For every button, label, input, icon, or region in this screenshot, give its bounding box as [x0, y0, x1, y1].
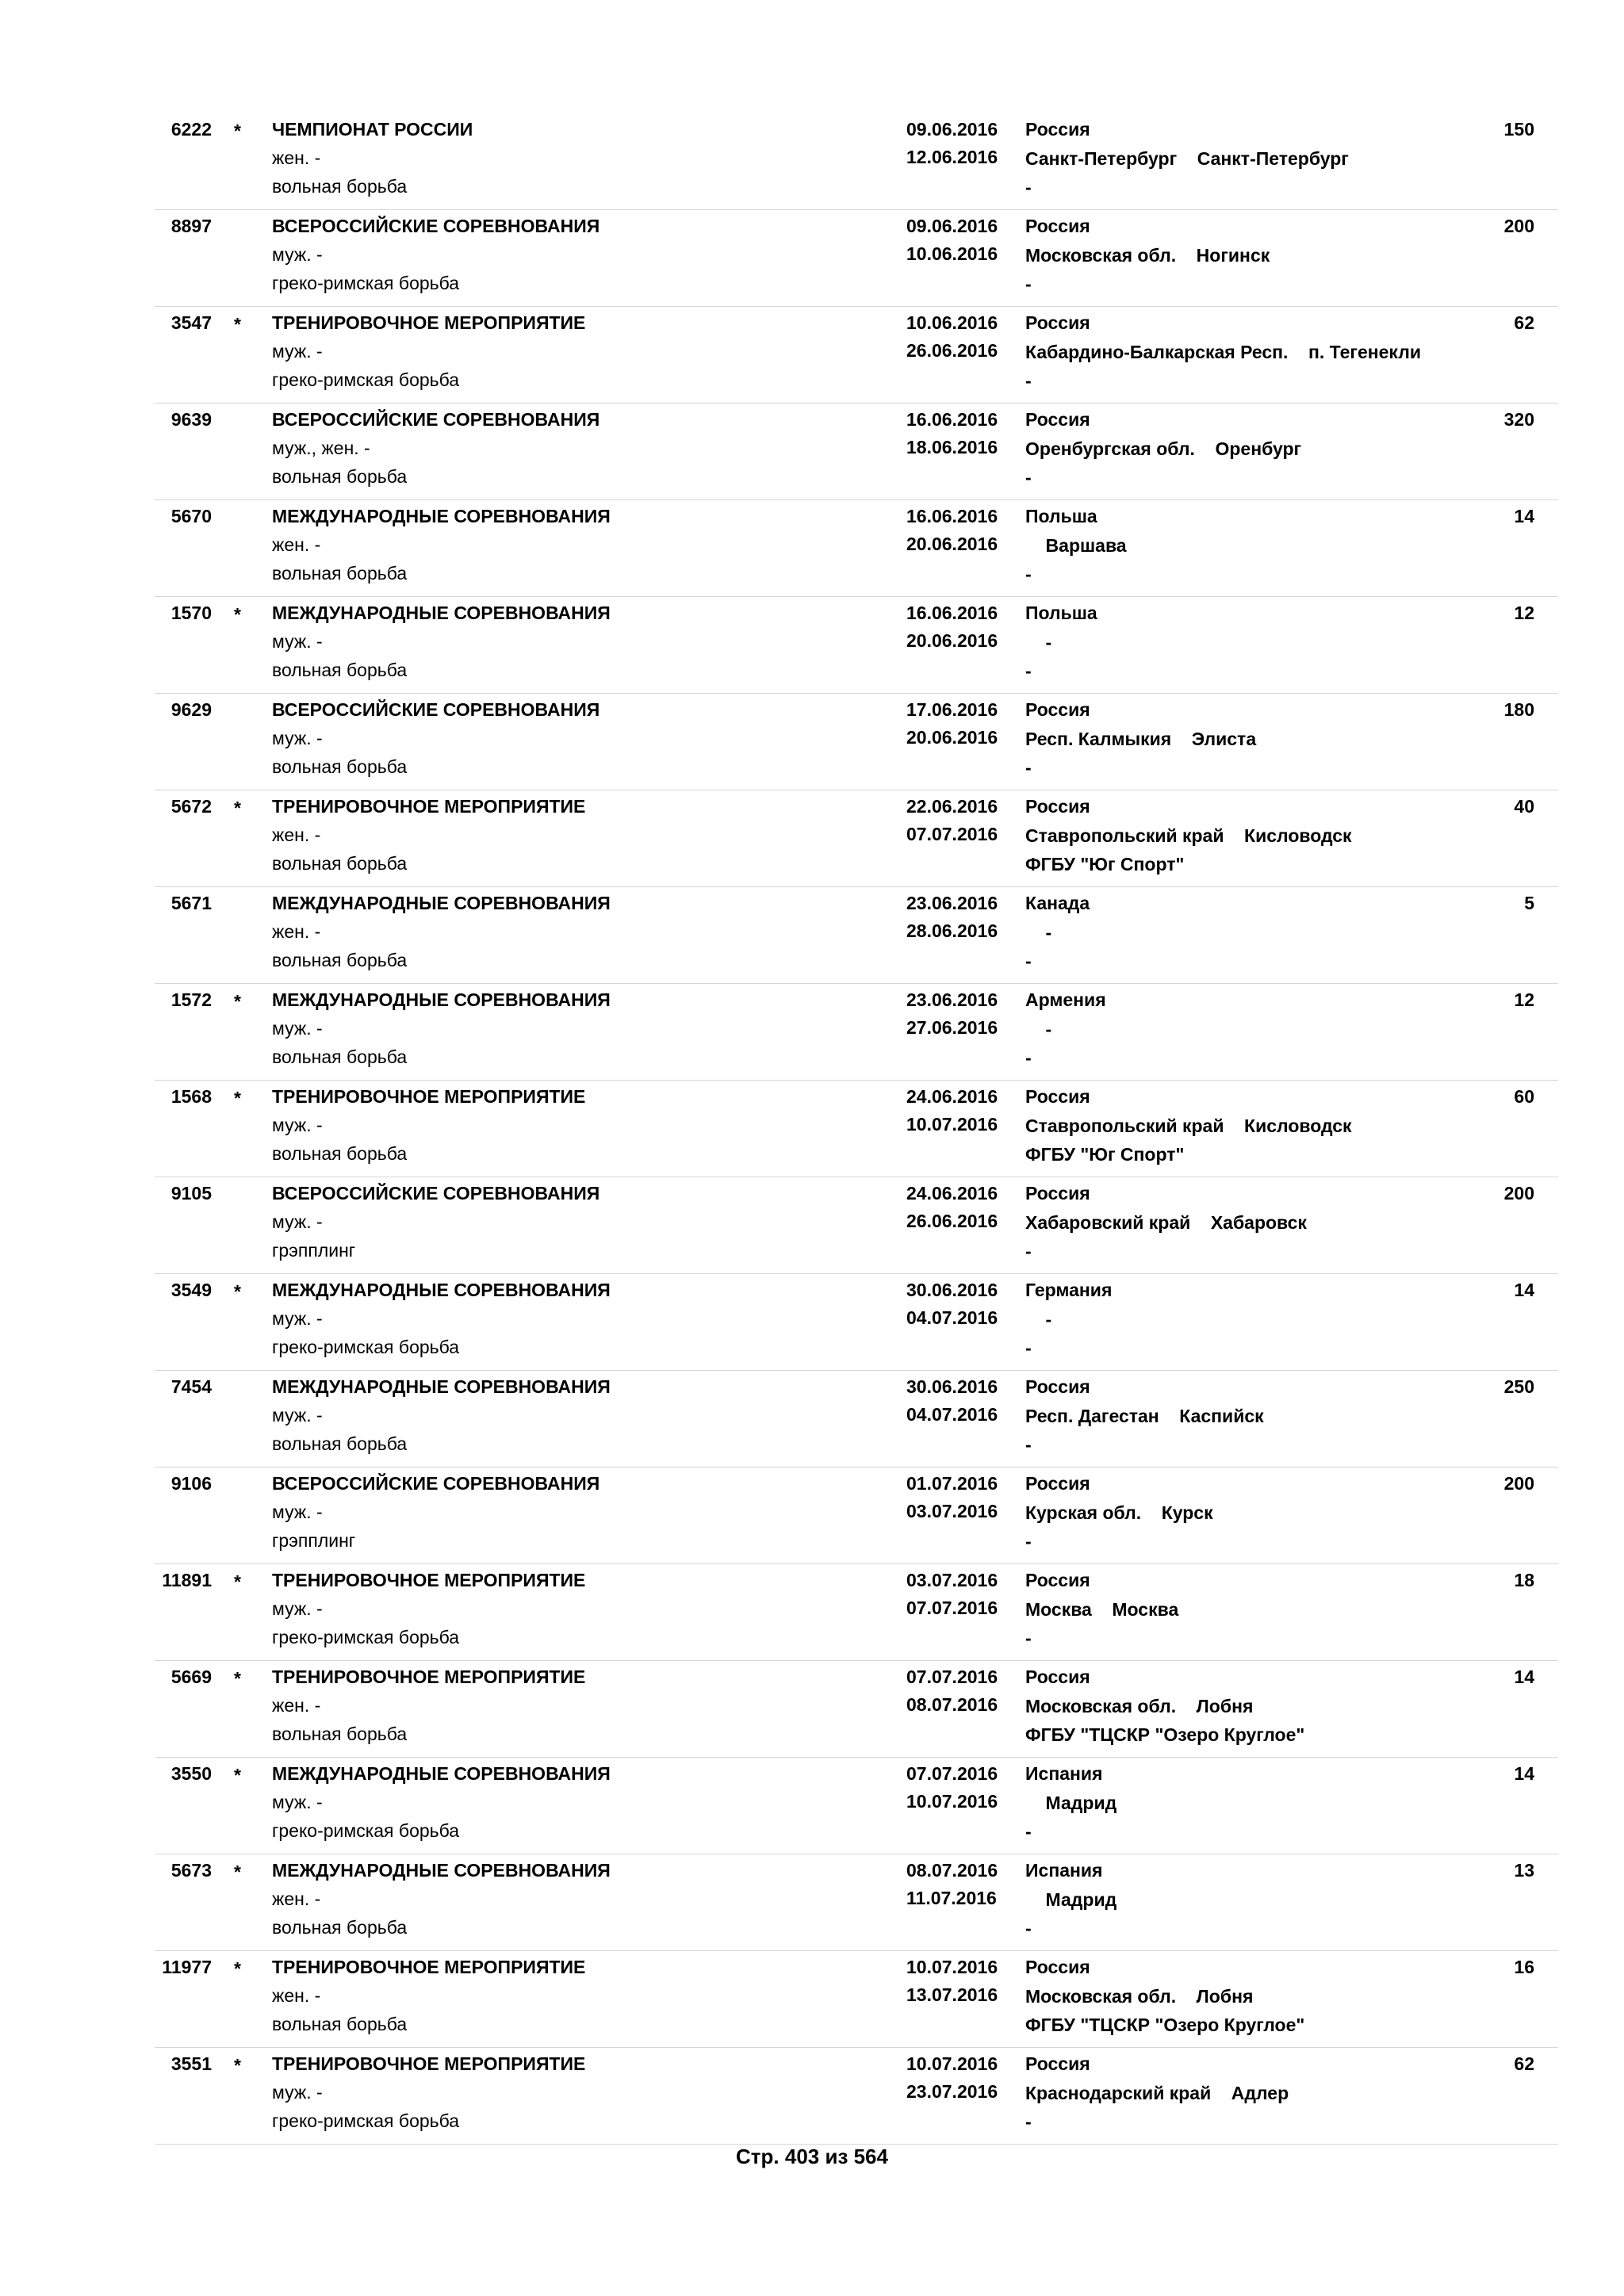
date-start: 30.06.2016 — [906, 1376, 998, 1397]
event-discipline: вольная борьба — [272, 176, 408, 197]
date-start: 23.06.2016 — [906, 893, 998, 913]
event-organization: ФГБУ "ТЦСКР "Озеро Круглое" — [1025, 1724, 1305, 1745]
participant-count: 16 — [1514, 1957, 1534, 1977]
event-discipline: вольная борьба — [272, 466, 408, 487]
event-name: ТРЕНИРОВОЧНОЕ МЕРОПРИЯТИЕ — [272, 312, 586, 333]
participant-count: 18 — [1514, 1570, 1534, 1590]
star-marker: * — [234, 1571, 241, 1592]
event-id: 3549 — [170, 1280, 212, 1300]
participant-count: 250 — [1503, 1376, 1534, 1397]
participant-count: 200 — [1503, 1473, 1534, 1494]
table-row — [155, 1854, 1558, 1951]
event-discipline: грэпплинг — [272, 1240, 356, 1261]
event-place: - — [1025, 632, 1052, 652]
event-id: 9639 — [170, 409, 212, 430]
star-marker: * — [234, 121, 241, 141]
date-end: 03.07.2016 — [906, 1501, 998, 1521]
star-marker: * — [234, 314, 241, 335]
event-id: 7454 — [170, 1376, 212, 1397]
date-end: 08.07.2016 — [906, 1694, 998, 1715]
date-start: 16.06.2016 — [906, 603, 998, 623]
event-organization: ФГБУ "ТЦСКР "Озеро Круглое" — [1025, 2015, 1305, 2035]
event-name: МЕЖДУНАРОДНЫЕ СОРЕВНОВАНИЯ — [272, 1860, 611, 1881]
date-end: 18.06.2016 — [906, 437, 998, 457]
event-discipline: греко-римская борьба — [272, 273, 460, 293]
event-place: Респ. Калмыкия Элиста — [1025, 729, 1257, 749]
date-start: 08.07.2016 — [906, 1860, 998, 1881]
event-organization: - — [1025, 1628, 1032, 1648]
event-discipline: вольная борьба — [272, 1724, 408, 1744]
event-country: Россия — [1025, 796, 1090, 817]
event-discipline: греко-римская борьба — [272, 2110, 460, 2131]
event-organization: - — [1025, 660, 1032, 681]
participant-count: 62 — [1514, 2053, 1534, 2074]
event-country: Россия — [1025, 1376, 1090, 1397]
event-name: МЕЖДУНАРОДНЫЕ СОРЕВНОВАНИЯ — [272, 989, 611, 1010]
date-start: 30.06.2016 — [906, 1280, 998, 1300]
date-end: 20.06.2016 — [906, 727, 998, 748]
participant-count: 12 — [1514, 603, 1534, 623]
participant-count: 60 — [1514, 1086, 1534, 1107]
participant-count: 14 — [1514, 1667, 1534, 1687]
date-end: 12.06.2016 — [906, 147, 998, 167]
date-start: 16.06.2016 — [906, 409, 998, 430]
event-gender: муж. - — [272, 244, 323, 265]
event-country: Россия — [1025, 409, 1090, 430]
event-place: - — [1025, 1309, 1052, 1330]
event-gender: муж. - — [272, 1115, 323, 1135]
participant-count: 150 — [1503, 119, 1534, 140]
event-name: ТРЕНИРОВОЧНОЕ МЕРОПРИЯТИЕ — [272, 1957, 586, 1977]
event-id: 6222 — [170, 119, 212, 140]
table-row — [155, 500, 1558, 597]
table-row — [155, 984, 1558, 1081]
event-place: Московская обл. Лобня — [1025, 1696, 1254, 1716]
event-place: Ставропольский край Кисловодск — [1025, 825, 1352, 846]
event-country: Россия — [1025, 1570, 1090, 1590]
participant-count: 40 — [1514, 796, 1534, 817]
participant-count: 12 — [1514, 989, 1534, 1010]
event-country: Германия — [1025, 1280, 1113, 1300]
date-start: 07.07.2016 — [906, 1763, 998, 1784]
event-place: - — [1025, 1019, 1052, 1039]
table-row — [155, 1371, 1558, 1468]
table-row — [155, 210, 1558, 307]
star-marker: * — [234, 1765, 241, 1785]
event-organization: - — [1025, 1047, 1032, 1068]
table-row — [155, 597, 1558, 694]
event-discipline: вольная борьба — [272, 1433, 408, 1454]
event-organization: - — [1025, 467, 1032, 488]
table-row — [155, 404, 1558, 500]
event-organization: - — [1025, 564, 1032, 584]
date-end: 26.06.2016 — [906, 1211, 998, 1231]
event-gender: муж. - — [272, 1792, 323, 1812]
event-place: Кабардино-Балкарская Респ. п. Тегенекли — [1025, 342, 1421, 362]
event-place: Респ. Дагестан Каспийск — [1025, 1406, 1264, 1426]
event-gender: муж. - — [272, 1502, 323, 1522]
page-number: Стр. 403 из 564 — [736, 2145, 888, 2168]
table-row — [155, 1274, 1558, 1371]
event-country: Россия — [1025, 1667, 1090, 1687]
event-organization: - — [1025, 177, 1032, 197]
event-place: Краснодарский край Адлер — [1025, 2083, 1289, 2103]
event-organization: - — [1025, 274, 1032, 294]
event-country: Канада — [1025, 893, 1090, 913]
date-start: 10.06.2016 — [906, 312, 998, 333]
event-organization: - — [1025, 1821, 1032, 1842]
date-start: 24.06.2016 — [906, 1086, 998, 1107]
event-organization: - — [1025, 1337, 1032, 1358]
event-name: ТРЕНИРОВОЧНОЕ МЕРОПРИЯТИЕ — [272, 1570, 586, 1590]
event-place: Ставропольский край Кисловодск — [1025, 1115, 1352, 1136]
event-name: МЕЖДУНАРОДНЫЕ СОРЕВНОВАНИЯ — [272, 603, 611, 623]
participant-count: 14 — [1514, 1763, 1534, 1784]
star-marker: * — [234, 1281, 241, 1302]
event-id: 5672 — [170, 796, 212, 817]
event-gender: муж. - — [272, 1598, 323, 1619]
event-discipline: вольная борьба — [272, 2014, 408, 2034]
event-gender: муж. - — [272, 1405, 323, 1425]
event-discipline: вольная борьба — [272, 563, 408, 584]
participant-count: 320 — [1503, 409, 1534, 430]
date-start: 23.06.2016 — [906, 989, 998, 1010]
event-name: ВСЕРОССИЙСКИЕ СОРЕВНОВАНИЯ — [272, 216, 600, 236]
table-row — [155, 1468, 1558, 1564]
table-row — [155, 307, 1558, 404]
event-discipline: вольная борьба — [272, 1917, 408, 1938]
participant-count: 62 — [1514, 312, 1534, 333]
table-row — [155, 1661, 1558, 1758]
event-place: - — [1025, 922, 1052, 943]
date-end: 23.07.2016 — [906, 2081, 998, 2102]
participant-count: 5 — [1524, 893, 1534, 913]
event-country: Польша — [1025, 603, 1097, 623]
participant-count: 200 — [1503, 1183, 1534, 1203]
event-discipline: вольная борьба — [272, 950, 408, 970]
event-place: Оренбургская обл. Оренбург — [1025, 438, 1302, 459]
star-marker: * — [234, 798, 241, 818]
event-gender: жен. - — [272, 1888, 321, 1909]
event-id: 9105 — [170, 1183, 212, 1203]
date-end: 27.06.2016 — [906, 1017, 998, 1038]
participant-count: 14 — [1514, 1280, 1534, 1300]
event-country: Россия — [1025, 2053, 1090, 2074]
date-end: 28.06.2016 — [906, 920, 998, 941]
event-name: ВСЕРОССИЙСКИЕ СОРЕВНОВАНИЯ — [272, 699, 600, 720]
event-gender: жен. - — [272, 825, 321, 845]
event-discipline: вольная борьба — [272, 1143, 408, 1164]
event-id: 5673 — [170, 1860, 212, 1881]
event-name: ВСЕРОССИЙСКИЕ СОРЕВНОВАНИЯ — [272, 1183, 600, 1203]
event-country: Армения — [1025, 989, 1106, 1010]
event-gender: муж. - — [272, 1308, 323, 1329]
event-id: 1570 — [170, 603, 212, 623]
date-start: 07.07.2016 — [906, 1667, 998, 1687]
date-end: 11.07.2016 — [906, 1888, 997, 1908]
star-marker: * — [234, 604, 241, 625]
event-gender: муж. - — [272, 1018, 323, 1039]
event-country: Испания — [1025, 1763, 1103, 1784]
event-organization: - — [1025, 2111, 1032, 2132]
event-place: Московская обл. Лобня — [1025, 1986, 1254, 2007]
event-discipline: греко-римская борьба — [272, 1820, 460, 1841]
event-place: Хабаровский край Хабаровск — [1025, 1212, 1307, 1233]
event-id: 5671 — [170, 893, 212, 913]
event-gender: муж. - — [272, 341, 323, 362]
participant-count: 13 — [1514, 1860, 1534, 1881]
date-start: 10.07.2016 — [906, 2053, 998, 2074]
event-organization: - — [1025, 1531, 1032, 1552]
date-start: 17.06.2016 — [906, 699, 998, 720]
event-id: 1572 — [170, 989, 212, 1010]
event-name: ТРЕНИРОВОЧНОЕ МЕРОПРИЯТИЕ — [272, 1086, 586, 1107]
event-id: 9629 — [170, 699, 212, 720]
event-country: Россия — [1025, 1086, 1090, 1107]
event-discipline: вольная борьба — [272, 660, 408, 680]
event-place: Мадрид — [1025, 1889, 1117, 1910]
event-discipline: вольная борьба — [272, 1047, 408, 1067]
date-start: 10.07.2016 — [906, 1957, 998, 1977]
event-organization: ФГБУ "Юг Спорт" — [1025, 854, 1185, 874]
star-marker: * — [234, 1088, 241, 1108]
event-organization: - — [1025, 757, 1032, 778]
table-row — [155, 790, 1558, 887]
table-row — [155, 1951, 1558, 2048]
table-row — [155, 694, 1558, 790]
event-gender: жен. - — [272, 1985, 321, 2006]
event-country: Россия — [1025, 1183, 1090, 1203]
event-country: Россия — [1025, 699, 1090, 720]
participant-count: 180 — [1503, 699, 1534, 720]
date-end: 07.07.2016 — [906, 1598, 998, 1618]
event-name: ТРЕНИРОВОЧНОЕ МЕРОПРИЯТИЕ — [272, 1667, 586, 1687]
event-name: МЕЖДУНАРОДНЫЕ СОРЕВНОВАНИЯ — [272, 1376, 611, 1397]
date-start: 16.06.2016 — [906, 506, 998, 526]
event-discipline: вольная борьба — [272, 853, 408, 874]
date-end: 20.06.2016 — [906, 630, 998, 651]
event-id: 11977 — [162, 1957, 212, 1977]
event-discipline: греко-римская борьба — [272, 1627, 460, 1647]
star-marker: * — [234, 1862, 241, 1882]
date-start: 03.07.2016 — [906, 1570, 998, 1590]
star-marker: * — [234, 1668, 241, 1689]
event-organization: - — [1025, 1918, 1032, 1938]
event-place: Московская обл. Ногинск — [1025, 245, 1270, 266]
star-marker: * — [234, 2055, 241, 2076]
event-gender: жен. - — [272, 534, 321, 555]
table-row — [155, 1758, 1558, 1854]
date-start: 09.06.2016 — [906, 119, 998, 140]
event-country: Россия — [1025, 312, 1090, 333]
table-row — [155, 2048, 1558, 2145]
event-name: МЕЖДУНАРОДНЫЕ СОРЕВНОВАНИЯ — [272, 893, 611, 913]
event-id: 9106 — [170, 1473, 212, 1494]
event-gender: муж. - — [272, 728, 323, 748]
star-marker: * — [234, 991, 241, 1012]
event-name: ВСЕРОССИЙСКИЕ СОРЕВНОВАНИЯ — [272, 1473, 600, 1494]
event-name: ЧЕМПИОНАТ РОССИИ — [272, 119, 473, 140]
date-end: 07.07.2016 — [906, 824, 998, 844]
event-id: 3550 — [170, 1763, 212, 1784]
event-id: 5669 — [170, 1667, 212, 1687]
date-end: 10.07.2016 — [906, 1791, 998, 1812]
participant-count: 14 — [1514, 506, 1534, 526]
event-place: Мадрид — [1025, 1793, 1117, 1813]
date-end: 04.07.2016 — [906, 1404, 998, 1425]
event-gender: муж. - — [272, 631, 323, 652]
event-country: Польша — [1025, 506, 1097, 526]
date-start: 09.06.2016 — [906, 216, 998, 236]
event-name: МЕЖДУНАРОДНЫЕ СОРЕВНОВАНИЯ — [272, 1280, 611, 1300]
event-id: 3547 — [170, 312, 212, 333]
event-country: Россия — [1025, 1473, 1090, 1494]
date-start: 22.06.2016 — [906, 796, 998, 817]
event-organization: - — [1025, 1241, 1032, 1261]
event-id: 8897 — [170, 216, 212, 236]
table-row — [155, 113, 1558, 210]
event-name: ТРЕНИРОВОЧНОЕ МЕРОПРИЯТИЕ — [272, 796, 586, 817]
event-id: 11891 — [162, 1570, 212, 1590]
event-place: Москва Москва — [1025, 1599, 1179, 1620]
event-country: Испания — [1025, 1860, 1103, 1881]
event-place: Санкт-Петербург Санкт-Петербург — [1025, 148, 1349, 169]
event-name: ТРЕНИРОВОЧНОЕ МЕРОПРИЯТИЕ — [272, 2053, 586, 2074]
event-country: Россия — [1025, 119, 1090, 140]
event-gender: муж., жен. - — [272, 438, 370, 458]
event-id: 1568 — [170, 1086, 212, 1107]
table-row — [155, 1081, 1558, 1177]
event-organization: - — [1025, 951, 1032, 971]
event-country: Россия — [1025, 216, 1090, 236]
event-discipline: вольная борьба — [272, 756, 408, 777]
event-gender: жен. - — [272, 1695, 321, 1716]
date-end: 10.07.2016 — [906, 1114, 998, 1135]
event-gender: муж. - — [272, 2082, 323, 2103]
date-start: 24.06.2016 — [906, 1183, 998, 1203]
event-country: Россия — [1025, 1957, 1090, 1977]
date-end: 13.07.2016 — [906, 1984, 998, 2005]
event-name: МЕЖДУНАРОДНЫЕ СОРЕВНОВАНИЯ — [272, 506, 611, 526]
date-end: 26.06.2016 — [906, 340, 998, 361]
table-row — [155, 1564, 1558, 1661]
event-name: МЕЖДУНАРОДНЫЕ СОРЕВНОВАНИЯ — [272, 1763, 611, 1784]
event-list — [155, 113, 1558, 2145]
event-gender: муж. - — [272, 1211, 323, 1232]
event-place: Курская обл. Курск — [1025, 1502, 1213, 1523]
event-gender: жен. - — [272, 147, 321, 168]
participant-count: 200 — [1503, 216, 1534, 236]
table-row — [155, 887, 1558, 984]
date-end: 04.07.2016 — [906, 1307, 998, 1328]
table-row — [155, 1177, 1558, 1274]
event-organization: ФГБУ "Юг Спорт" — [1025, 1144, 1185, 1165]
event-discipline: греко-римская борьба — [272, 369, 460, 390]
event-discipline: грэпплинг — [272, 1530, 356, 1551]
event-id: 5670 — [170, 506, 212, 526]
event-organization: - — [1025, 1434, 1032, 1455]
date-start: 01.07.2016 — [906, 1473, 998, 1494]
event-discipline: греко-римская борьба — [272, 1337, 460, 1357]
event-id: 3551 — [170, 2053, 212, 2074]
star-marker: * — [234, 1958, 241, 1979]
date-end: 20.06.2016 — [906, 534, 998, 554]
event-organization: - — [1025, 370, 1032, 391]
date-end: 10.06.2016 — [906, 243, 998, 264]
event-place: Варшава — [1025, 535, 1127, 556]
event-name: ВСЕРОССИЙСКИЕ СОРЕВНОВАНИЯ — [272, 409, 600, 430]
event-gender: жен. - — [272, 921, 321, 942]
